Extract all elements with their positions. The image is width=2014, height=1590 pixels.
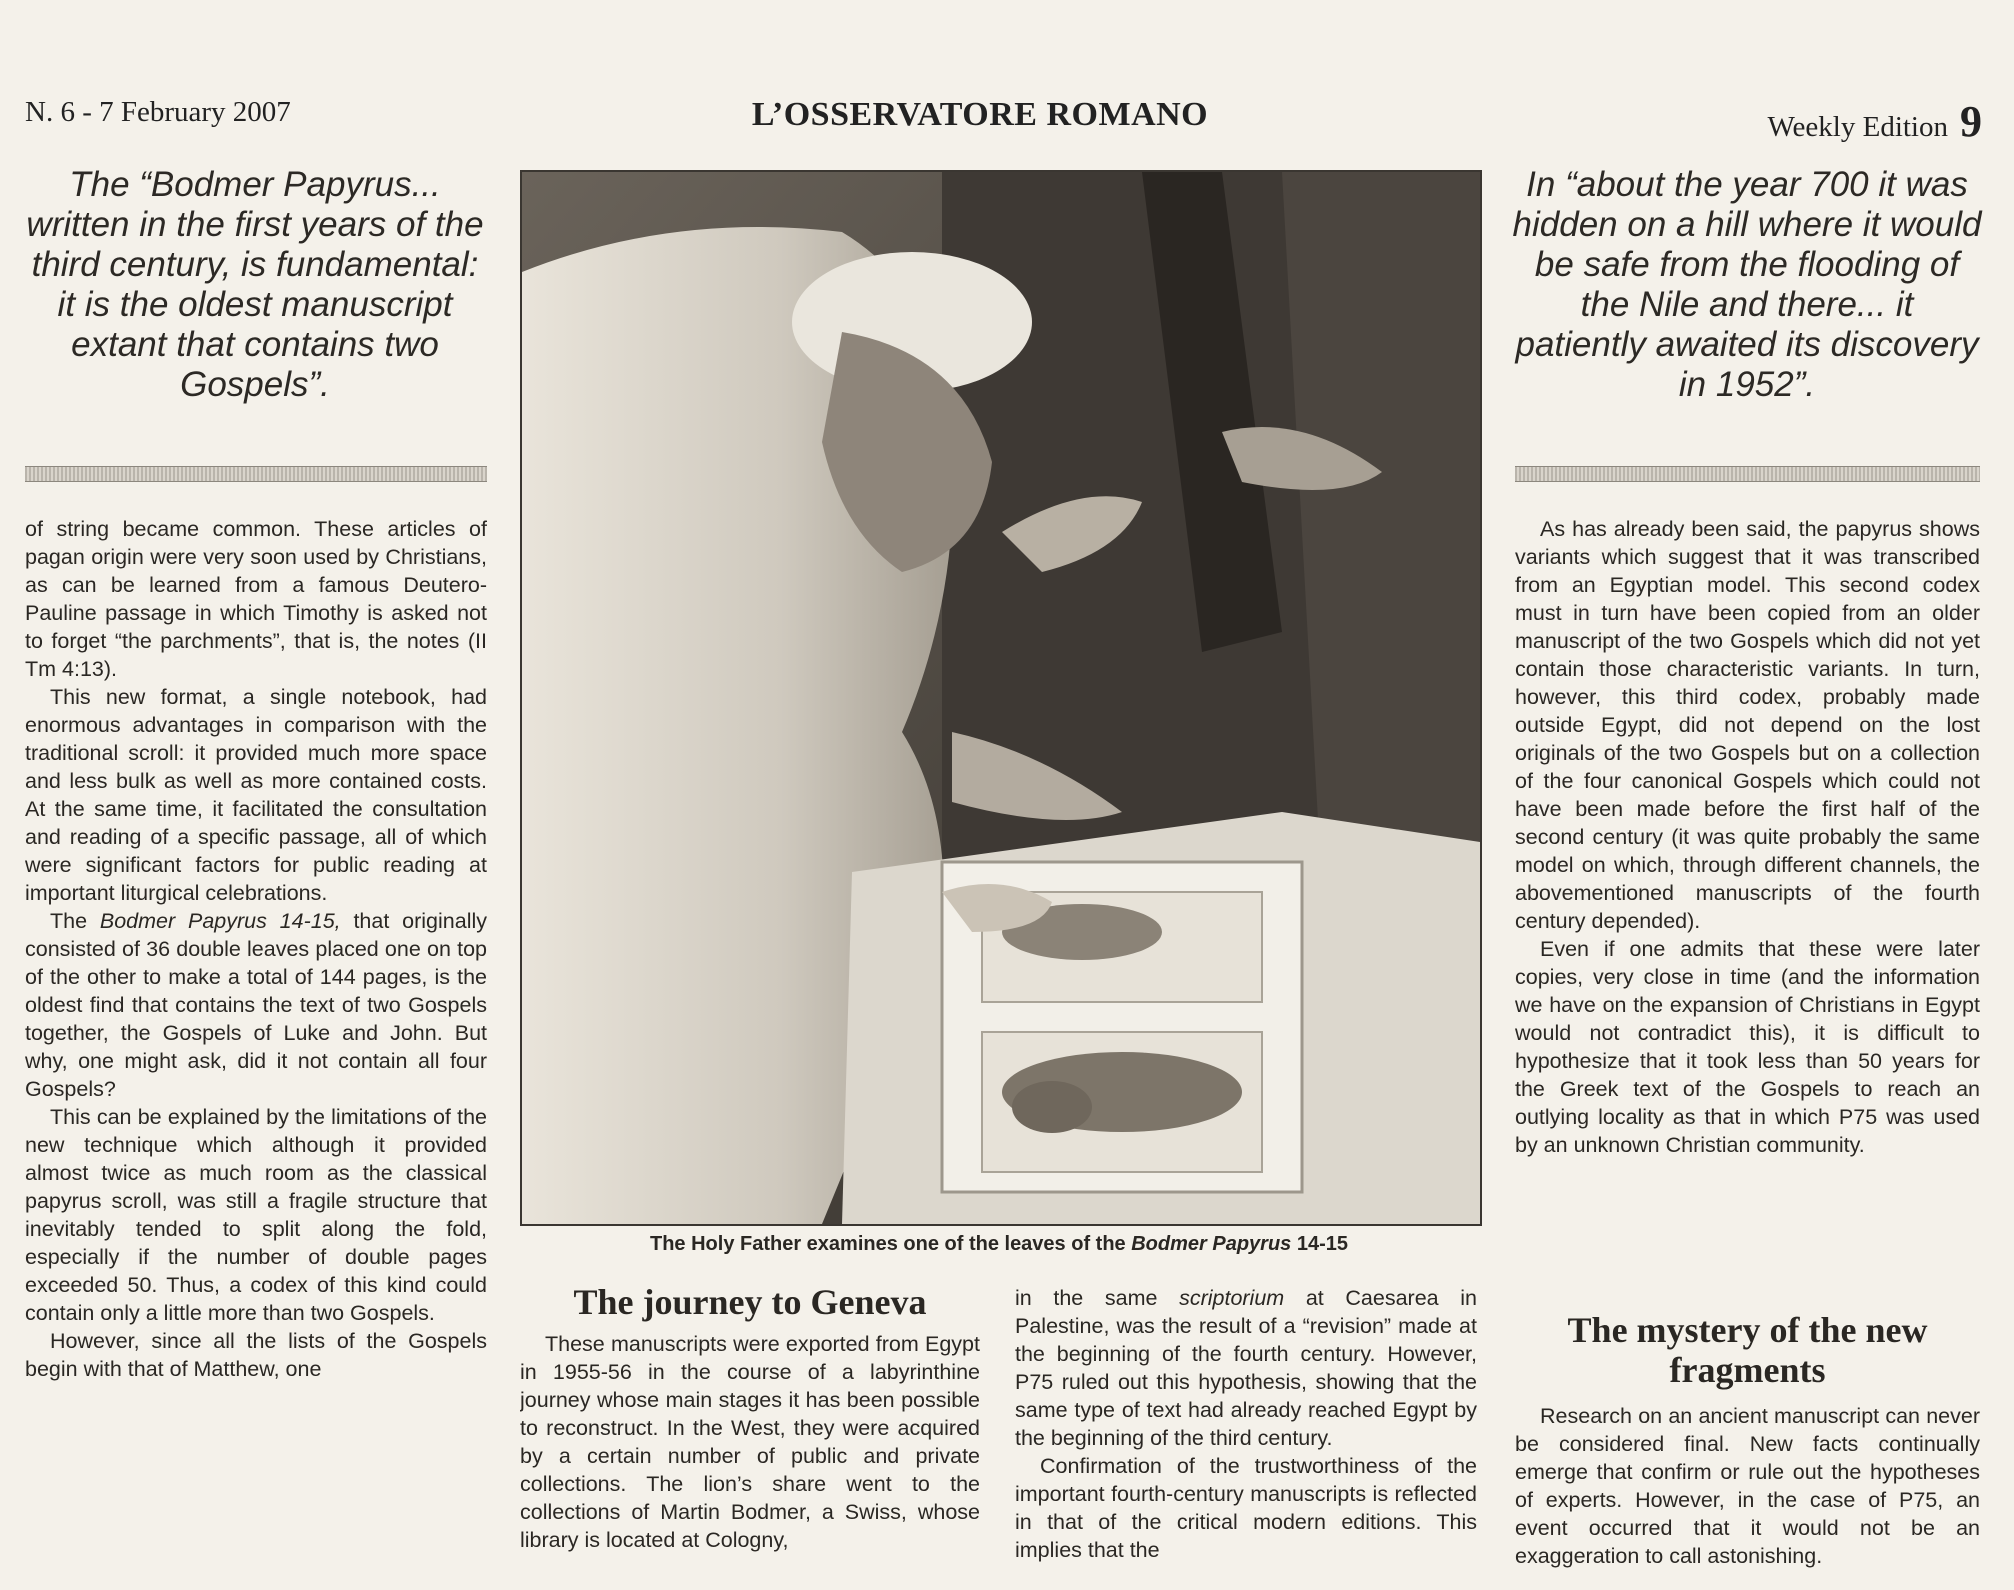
masthead: L’OSSERVATORE ROMANO [751,96,1209,133]
article-column-right-2 [1515,1402,1980,1580]
article-column-right [1515,515,1980,1159]
article-column-middle-2 [1015,1284,1477,1580]
subheading-journey: The journey to Geneva [573,1282,927,1322]
section-divider-left [25,466,487,482]
section-divider-right [1515,466,1980,482]
edition-label [1768,96,1983,147]
article-column-left [25,515,487,1575]
paragraph: As has already been said, the papyrus shows variants which suggest that it was transcribed from an Egyptian model. This second codex must in turn have been copied from an older manuscript of the two Gospels which did not yet contain those characteristic variants. In turn, however, this third codex, probably made outside Egypt, did not depend on the lost originals of the two Gospels but on a collection of the four canonical Gospels which could not have been made before the first half of the second century (it was quite probably the same model on which, through different channels, the abovementioned manuscripts of the fourth century depended). [1515,517,1980,933]
paragraph: The Bodmer Papyrus 14-15, that originally consisted of 36 double leaves placed one on top of the other to make a total of 144 pages, is the oldest find that contains the text of two Gospels together, the Gospels of Luke and John. But why, one might ask, did it not contain all four Gospels? [25,909,487,1101]
pull-quote-left: The “Bodmer Papyrus... written in the first years of the third century, is fundamental: it is the oldest manuscript extant that contains two Gospels”. [26,165,484,404]
paragraph: Research on an ancient manuscript can never be considered final. New facts continually emerge that confirm or rule out the hypotheses of experts. However, in the case of P75, an event occurred that it would not be an exaggeration to call astonishing. [1515,1404,1980,1568]
paragraph: However, since all the lists of the Gospels begin with that of Matthew, one [25,1329,487,1381]
paragraph: This new format, a single notebook, had enormous advantages in comparison with the traditional scroll: it provided much more space and less bulk as well as more contained costs. At the same time, it facilitated the consultation and reading of a specific passage, all of which were significant factors for public reading at important liturgical celebrations. [25,685,487,905]
subheading-mystery: The mystery of the new fragments [1567,1310,1928,1390]
pull-quote-right: In “about the year 700 it was hidden on a hill where it would be safe from the flooding of the Nile and there... it patiently awaited its discovery in 1952”. [1512,165,1982,404]
paragraph: in the same scriptorium at Caesarea in Palestine, was the result of a “revision” made at the beginning of the fourth century. However, P75 ruled out this hypothesis, showing that the same type of text had already reached Egypt by the beginning of the third century. [1015,1286,1477,1450]
paragraph: Even if one admits that these were later copies, very close in time (and the information we have on the expansion of Christians in Egypt would not contradict this), it is difficult to hypothesize that it took less than 50 years for the Greek text of the Gospels to reach an outlying locality as that in which P75 was used by an unknown Christian community. [1515,937,1980,1157]
caption-italic: Bodmer Papyrus [1131,1233,1292,1255]
edition-name: Weekly Edition [1767,111,1948,143]
paragraph: Confirmation of the trustworthiness of the important fourth-century manuscripts is reflected in that of the critical modern editions. This implies that the [1015,1454,1477,1562]
photo-caption: The Holy Father examines one of the leaves of the Bodmer Papyrus 14-15 [649,1233,1349,1255]
paragraph: of string became common. These articles of pagan origin were very soon used by Christians, as can be learned from a famous Deutero-Pauline passage in which Timothy is asked not to forget “the parchments”, that is, the notes (II Tm 4:13). [25,517,487,681]
italic-term: scriptorium [1179,1286,1285,1310]
article-column-middle-1 [520,1330,980,1580]
issue-date: N. 6 - 7 February 2007 [25,96,291,128]
paragraph: These manuscripts were exported from Egypt in 1955-56 in the course of a labyrinthine journey whose main stages it has been possible to reconstruct. In the West, they were acquired by a certain number of public and private collections. The lion’s share went to the collections of Martin Bodmer, a Swiss, whose library is located at Cologny, [520,1332,980,1552]
photo-illustration [522,172,1480,1224]
paragraph: This can be explained by the limitations of the new technique which although it provided almost twice as much room as the classical papyrus scroll, was still a fragile structure that inevitably tended to split along the fold, especially if the number of double pages exceeded 50. Thus, a codex of this kind could contain only a little more than two Gospels. [25,1105,487,1325]
page-number: 9 [1960,97,1982,146]
news-photo [520,170,1482,1226]
italic-title: Bodmer Papyrus 14-15, [99,909,341,933]
